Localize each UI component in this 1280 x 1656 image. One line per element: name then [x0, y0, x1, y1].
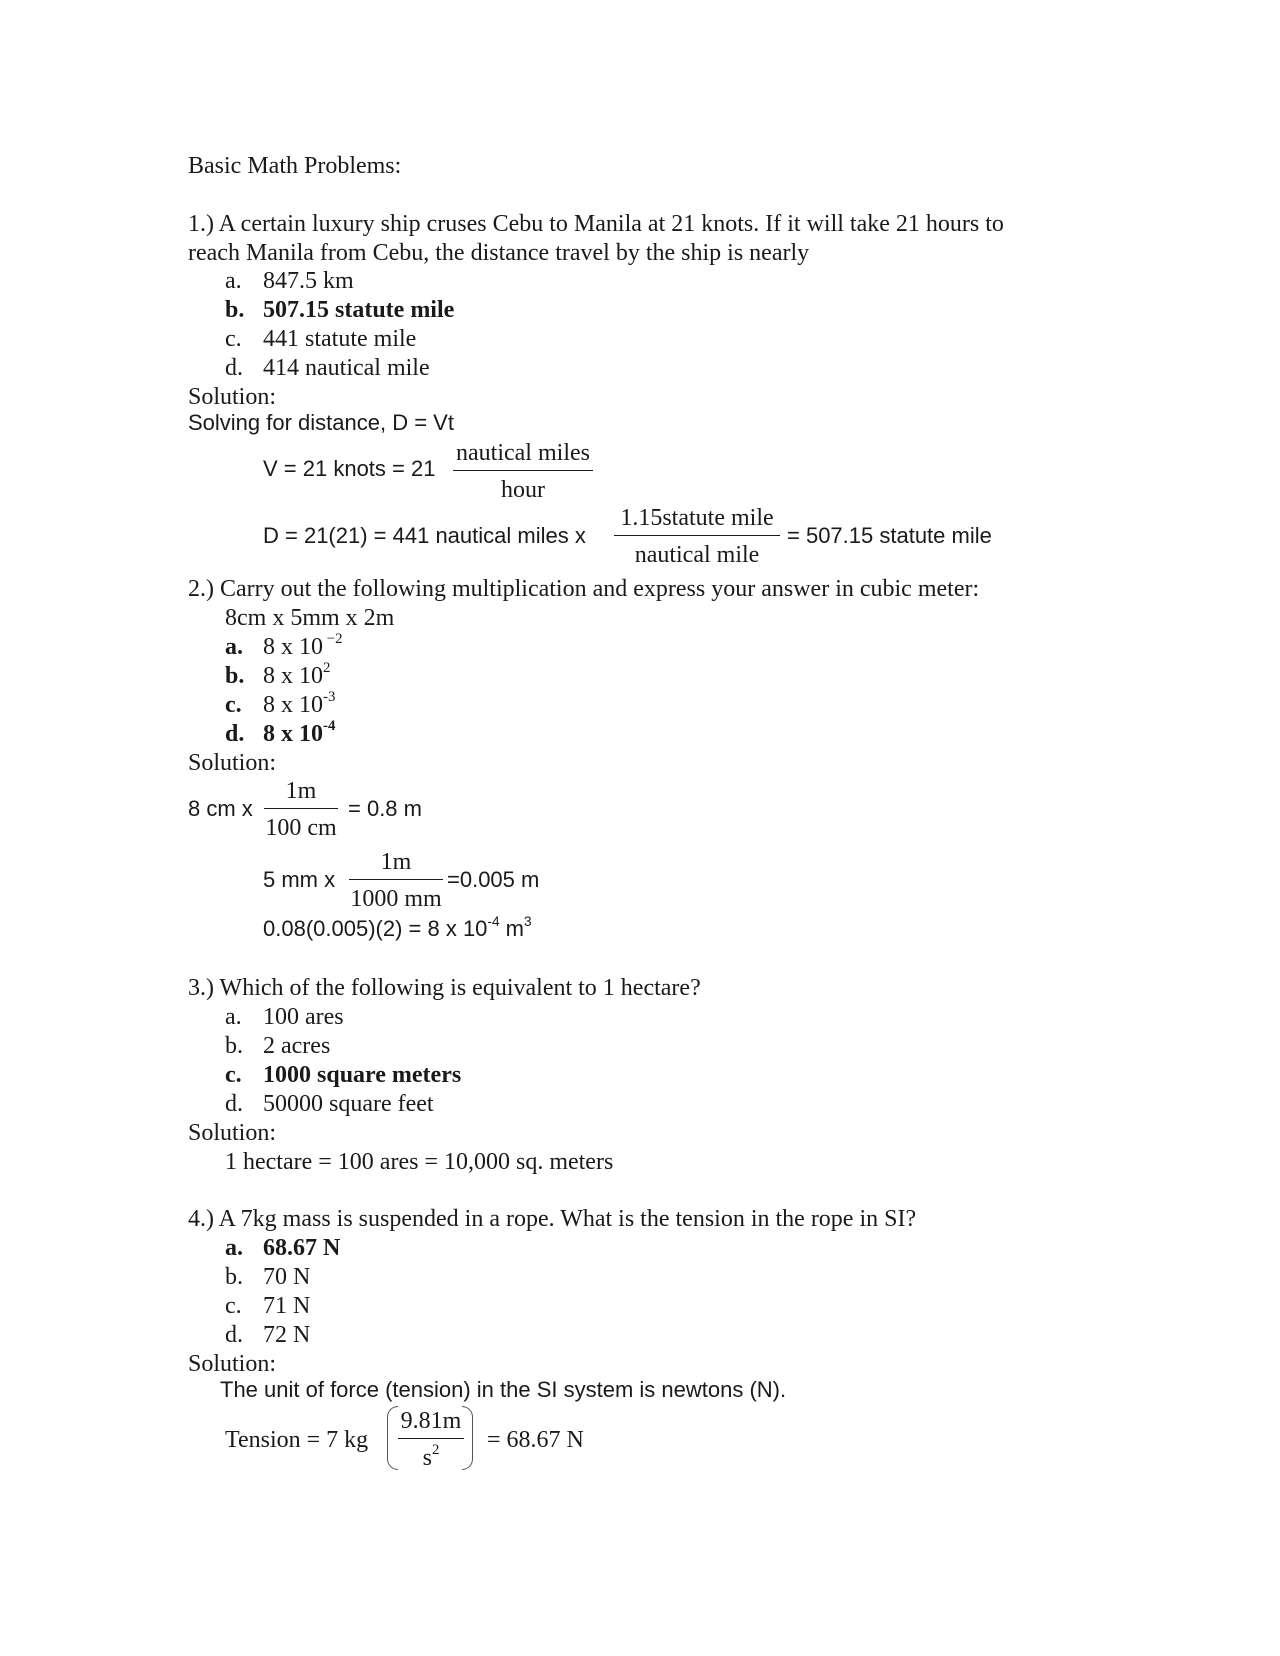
q3-solution-label: Solution: — [188, 1120, 277, 1146]
q2-solution-label: Solution: — [188, 750, 277, 776]
q1-velocity-denominator: hour — [501, 477, 545, 503]
q4-tension-fraction — [398, 1409, 464, 1470]
q2-mm-lhs: 5 mm x — [263, 867, 336, 892]
q1-velocity-numerator: nautical miles — [456, 440, 590, 466]
q4-tension-denominator: $s^2$ — [422, 1441, 440, 1471]
q1-distance-denominator: nautical mile — [634, 542, 760, 568]
q1-option-b: b. 507.15 statute mile — [225, 297, 455, 323]
q4-left-paren — [387, 1406, 398, 1470]
q1-option-a: a. 847.5 km — [225, 268, 354, 294]
q4-tension-rhs: = 68.67 N — [487, 1427, 584, 1453]
page-title: Basic Math Problems: — [188, 153, 402, 179]
q2-cm-fraction — [264, 779, 338, 840]
q1-distance-rhs: = 507.15 statute mile — [787, 523, 992, 548]
q4-option-b: b. 70 N — [225, 1264, 311, 1290]
q1-question-line2: reach Manila from Cebu, the distance travel by the ship is nearly — [188, 240, 810, 266]
q3-question: 3.) Which of the following is equivalent to 1 hectare? — [188, 975, 701, 1001]
q3-option-c: c. 1000 square meters — [225, 1062, 462, 1088]
q2-cm-denominator: 100 cm — [265, 815, 337, 841]
q2-final-result: 0.08(0.005)(2) = 8 x $10^{-4}$ $m^3$ — [263, 913, 532, 941]
q3-option-a: a. 100 ares — [225, 1004, 344, 1030]
q1-option-d: d. 414 nautical mile — [225, 355, 430, 381]
q2-option-a: a. 8 x 10 $^{-2}$ — [225, 630, 343, 660]
q3-option-b: b. 2 acres — [225, 1033, 331, 1059]
q4-option-d: d. 72 N — [225, 1322, 311, 1348]
q2-expression: 8cm x 5mm x 2m — [225, 605, 395, 631]
q4-tension-numerator: 9.81m — [400, 1408, 462, 1434]
q3-option-d: d. 50000 square feet — [225, 1091, 434, 1117]
q2-option-d: d. 8 x $10^{-4}$ — [225, 717, 336, 747]
q4-tension-lhs: Tension = 7 kg — [225, 1427, 369, 1453]
q1-option-c: c. 441 statute mile — [225, 326, 417, 352]
q1-distance-fraction — [614, 506, 780, 567]
q3-solution-text: 1 hectare = 100 ares = 10,000 sq. meters — [225, 1149, 614, 1175]
q1-velocity-fraction — [453, 441, 593, 502]
q4-question: 4.) A 7kg mass is suspended in a rope. What is the tension in the rope in SI? — [188, 1206, 917, 1232]
q4-option-c: c. 71 N — [225, 1293, 311, 1319]
q2-question: 2.) Carry out the following multiplication and express your answer in cubic meter: — [188, 576, 980, 602]
q2-cm-numerator: 1m — [285, 778, 317, 804]
q1-distance-numerator: 1.15statute mile — [620, 505, 774, 531]
q2-mm-fraction — [349, 850, 443, 911]
q1-solution-label: Solution: — [188, 384, 277, 410]
q2-mm-denominator: 1000 mm — [350, 886, 442, 912]
q4-option-a: a. 68.67 N — [225, 1235, 341, 1261]
q2-option-b: b. 8 x $10^2$ — [225, 659, 331, 689]
q1-question-line1: 1.) A certain luxury ship cruses Cebu to Manila at 21 knots. If it will take 21 hours to — [188, 211, 1004, 237]
q1-distance-lhs: D = 21(21) = 441 nautical miles x — [263, 523, 586, 548]
q2-cm-lhs: 8 cm x — [188, 796, 253, 821]
q1-solution-step1: Solving for distance, D = Vt — [188, 410, 454, 435]
q1-velocity-lhs: V = 21 knots = 21 — [263, 456, 436, 481]
q2-mm-rhs: =0.005 m — [447, 867, 540, 892]
q2-cm-rhs: = 0.8 m — [348, 796, 422, 821]
q4-solution-label: Solution: — [188, 1351, 277, 1377]
q4-solution-note: The unit of force (tension) in the SI system is newtons (N). — [220, 1377, 787, 1402]
q2-option-c: c. 8 x $10^{-3}$ — [225, 688, 336, 718]
q2-mm-numerator: 1m — [380, 849, 412, 875]
q4-right-paren — [462, 1406, 473, 1470]
